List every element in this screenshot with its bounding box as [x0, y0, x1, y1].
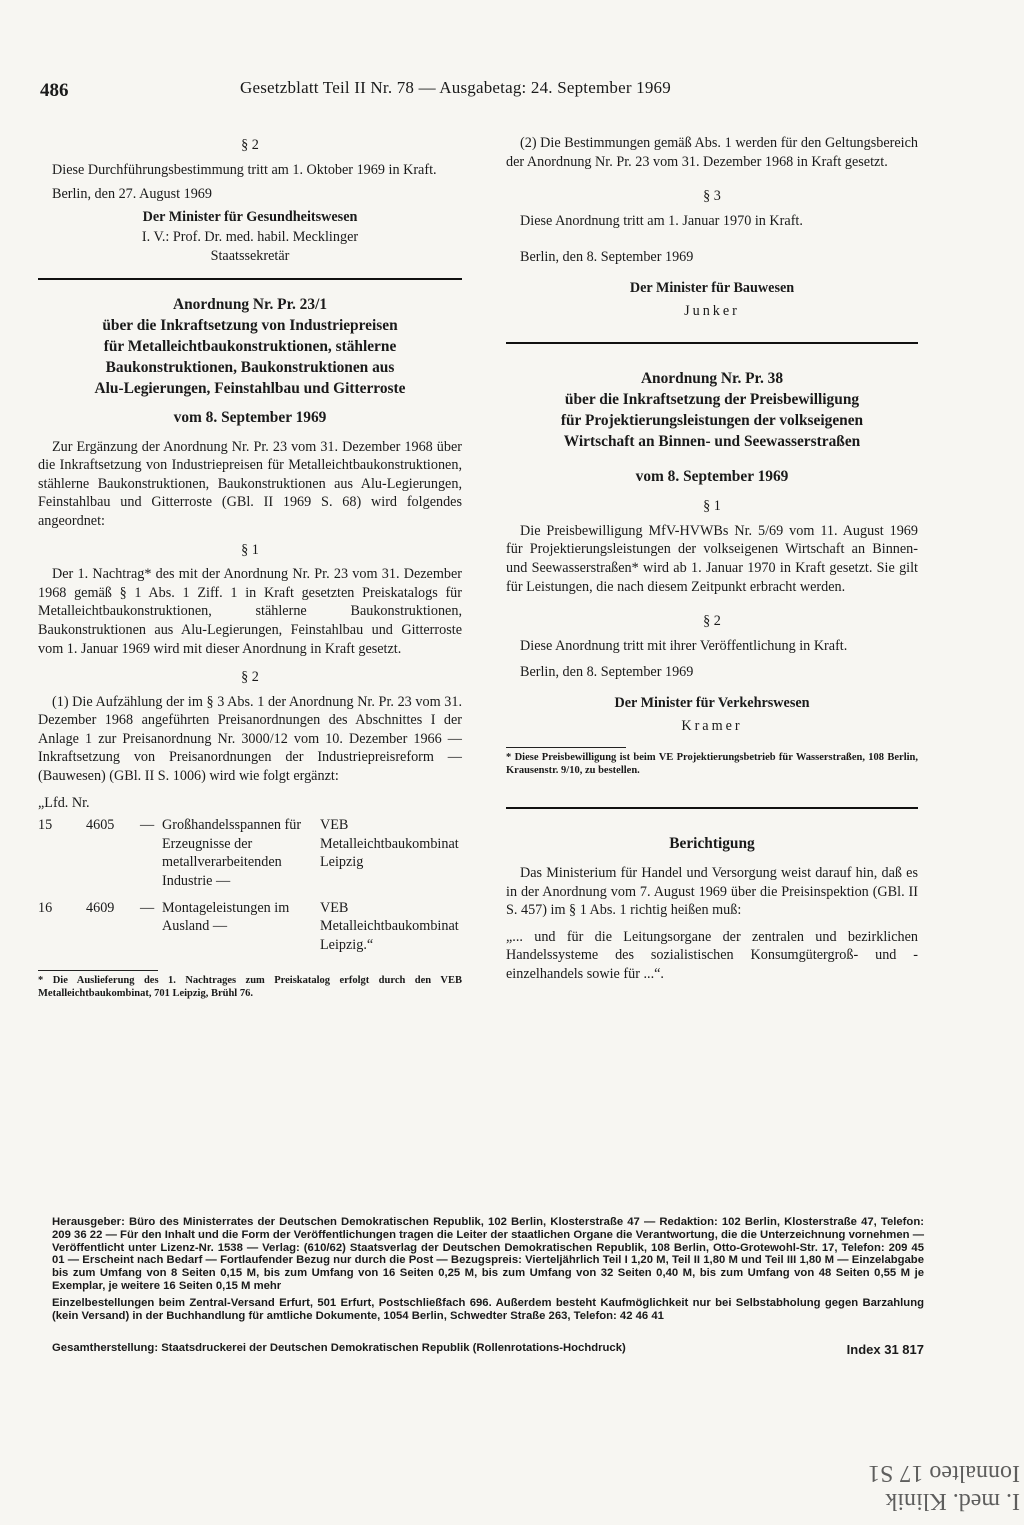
section-1-label: § 1: [703, 498, 721, 515]
list-organisation: VEB Metalleichtbaukombinat Leipzig.“: [320, 899, 459, 953]
section-1-text: Die Preisbewilligung MfV-HVWBs Nr. 5/69 vom 11. August 1969 für Projektierungsleistungen der volkseigenen Wirtschaft an Binnen- und Seewasserstraßen* wird ab 1. Januar 1970 in Kraft gesetzt. Sie gilt für Leistungen, die nach diesem Zeitpunkt erbracht werden.: [506, 522, 918, 595]
correction-title: Berichtigung: [669, 835, 755, 853]
place-date: Berlin, den 8. September 1969: [520, 664, 694, 681]
section-3-text: Diese Anordnung tritt am 1. Januar 1970 in Kraft.: [520, 212, 803, 229]
list-organisation: VEB Metalleichtbaukombinat Leipzig: [320, 817, 459, 871]
list-header: „Lfd. Nr.: [38, 794, 90, 811]
stamp-line: Ionnalteo 17 S1: [868, 1460, 1020, 1486]
stamp-line: I. med. Klinik: [885, 1488, 1020, 1514]
section-2-label: § 2: [703, 613, 721, 630]
signatory-role: Staatssekretär: [210, 247, 290, 264]
place-date: Berlin, den 8. September 1969: [520, 249, 694, 266]
section-1-label: § 1: [241, 541, 259, 558]
list-description: Montageleistungen im Ausland —: [162, 899, 290, 935]
title-line: Anordnung Nr. Pr. 38: [640, 370, 784, 388]
section-2-label: § 2: [241, 137, 259, 153]
list-item: [38, 899, 462, 963]
right-column: [506, 134, 918, 984]
order-number: 4609: [86, 899, 115, 916]
imprint: [52, 1216, 924, 1326]
correction-text: Das Ministerium für Handel und Versorgung weist darauf hin, daß es in der Anordnung vom 7. August 1969 über die Preisinspektion (GBl. II S. 457) im § 1 Abs. 1 richtig heißen muß:: [506, 865, 918, 919]
left-column: [38, 136, 462, 1000]
section-divider: [38, 278, 462, 280]
section-2-text: (1) Die Aufzählung der im § 3 Abs. 1 der Anordnung Nr. Pr. 23 vom 31. Dezember 1968 angeführten Preisanordnungen des Abschnittes I der Anlage 1 zur Preisanordnung Nr. 3000/12 vom 10. Dezember 1966 — Inkraftsetzung von Preisanordnungen der Industriepreisreform — (Bauwesen) (GBl. II S. 1006) wird wie folgt ergänzt:: [38, 693, 462, 785]
imprint-publisher: Herausgeber: Büro des Ministerrates der Deutschen Demokratischen Republik, 102 Berlin, Klosterstraße 47 — Redaktion: 102 Berlin, Klosterstraße 47, Telefon: 209 36 22 — Für den Inhalt und die Form der Veröffentlichungen tragen die Leiter der staatlichen Organe die Verantwortung, die die Unterzeichnung vornehmen — Veröffentlicht unter Lizenz-Nr. 1538 — Verlag: (610/62) Staatsverlag der Deutschen Demokratischen Republik, 108 Berlin, Otto-Grotewohl-Str. 17, Telefon: 209 45 01 — Erscheint nach Bedarf — Fortlaufender Bezug nur durch die Post — Bezugspreis: Vierteljährlich Teil I 1,20 M, Teil II 1,80 M und Teil III 1,80 M — Einzelabgabe bis zum Umfang von 8 Seiten 0,15 M, bis zum Umfang von 16 Seiten 0,25 M, bis zum Umfang von 32 Seiten 0,40 M, bis zum Umfang von 48 Seiten 0,55 M je Exemplar, je weitere 16 Seiten 0,15 M mehr: [52, 1216, 924, 1292]
lfd-number: 15: [38, 817, 53, 834]
section-1-text: Der 1. Nachtrag* des mit der Anordnung Nr. Pr. 23 vom 31. Dezember 1968 gemäß § 1 Abs. 1 Ziff. 1 in Kraft gesetzten Preiskatalogs für Metalleichtbaukonstruktionen, stählerne Baukonstruktionen, Baukonstruktionen aus Alu-Legierungen, Feinstahlbau und Gitterroste vom 1. Januar 1969 wird mit dieser Anordnung in Kraft gesetzt.: [38, 566, 462, 657]
signatory: I. V.: Prof. Dr. med. habil. Mecklinger: [141, 229, 359, 246]
title-line: über die Inkraftsetzung von Industriepreisen: [102, 316, 398, 334]
order-number: 4605: [86, 817, 115, 834]
imprint-orders: Einzelbestellungen beim Zentral-Versand Erfurt, 501 Erfurt, Postschließfach 696. Außerdem besteht Kaufmöglichkeit nur bei Selbstabholung gegen Barzahlung (kein Versand) in der Buchhandlung für amtliche Dokumente, 1054 Berlin, Schwedter Straße 263, Telefon: 42 46 41: [52, 1296, 924, 1322]
lfd-number: 16: [38, 899, 53, 916]
list-item: [38, 816, 462, 898]
section-2-label: § 2: [241, 669, 259, 686]
signatory: Kramer: [681, 717, 743, 734]
preamble: Zur Ergänzung der Anordnung Nr. Pr. 23 vom 31. Dezember 1968 über die Inkraftsetzung von Industriepreisen für Metalleichtbaukonstruktionen, stählerne Baukonstruktionen, Baukonstruktionen aus Alu-Legierungen, Feinstahlbau und Gitterroste (GBl. II 1969 S. 68) wird folgendes angeordnet:: [38, 438, 462, 529]
ordinance-title: [38, 294, 462, 399]
ordinance-date: vom 8. September 1969: [173, 408, 327, 426]
place-date: Berlin, den 27. August 1969: [52, 186, 212, 203]
title-line: Baukonstruktionen, Baukonstruktionen aus: [105, 358, 395, 376]
page-number: 486: [40, 80, 69, 101]
section-divider: [506, 342, 918, 344]
gazette-header: Gesetzblatt Teil II Nr. 78 — Ausgabetag: 24. September 1969: [240, 78, 671, 97]
section-3-label: § 3: [703, 188, 721, 205]
title-line: Anordnung Nr. Pr. 23/1: [172, 295, 328, 313]
dash: —: [140, 899, 155, 916]
section-2-paragraph-2: (2) Die Bestimmungen gemäß Abs. 1 werden für den Geltungsbereich der Anordnung Nr. Pr. 23 vom 31. Dezember 1968 in Kraft gesetzt.: [506, 135, 918, 170]
footnote-rule: [506, 747, 626, 748]
title-line: Wirtschaft an Binnen- und Seewasserstraßen: [563, 433, 861, 451]
ordinance-title: [506, 368, 918, 452]
minister-title: Der Minister für Verkehrswesen: [614, 694, 810, 711]
minister-title: Der Minister für Gesundheitswesen: [142, 208, 358, 225]
library-stamp: [720, 1455, 1020, 1515]
title-line: für Projektierungsleistungen der volkseigenen: [560, 412, 864, 430]
signatory: Junker: [684, 302, 740, 319]
ordinance-date: vom 8. September 1969: [635, 468, 789, 486]
minister-title: Der Minister für Bauwesen: [629, 279, 795, 296]
footnote-rule: [38, 970, 158, 971]
dash: —: [140, 817, 155, 834]
title-line: für Metalleichtbaukonstruktionen, stählerne: [103, 337, 397, 355]
printer: Gesamtherstellung: Staatsdruckerei der Deutschen Demokratischen Republik (Rollenrotations-Hochdruck): [52, 1342, 626, 1354]
list-description: Großhandelsspannen für Erzeugnisse der metallverarbeitenden Industrie —: [162, 817, 302, 890]
index-number: Index 31 817: [846, 1342, 924, 1357]
section-2-text: Diese Durchführungsbestimmung tritt am 1. Oktober 1969 in Kraft.: [52, 161, 437, 178]
title-line: Alu-Legierungen, Feinstahlbau und Gitterroste: [94, 379, 406, 397]
section-divider: [506, 807, 918, 809]
section-2-text: Diese Anordnung tritt mit ihrer Veröffentlichung in Kraft.: [520, 637, 848, 654]
footnote: * Die Auslieferung des 1. Nachtrages zum Preiskatalog erfolgt durch den VEB Metalleichtbaukombinat, 701 Leipzig, Brühl 76.: [38, 975, 462, 999]
printer-line: [52, 1342, 924, 1357]
title-line: über die Inkraftsetzung der Preisbewilligung: [564, 391, 860, 409]
correction-quote: „... und für die Leitungsorgane der zentralen und bezirklichen Handelssysteme des sozialistischen Konsumgütergroß- und -einzelhandels sowie für ...“.: [506, 928, 918, 983]
price-order-list: [38, 816, 462, 962]
footnote: * Diese Preisbewilligung ist beim VE Projektierungsbetrieb für Wasserstraßen, 108 Berlin, Krausenstr. 9/10, zu bestellen.: [506, 752, 918, 776]
